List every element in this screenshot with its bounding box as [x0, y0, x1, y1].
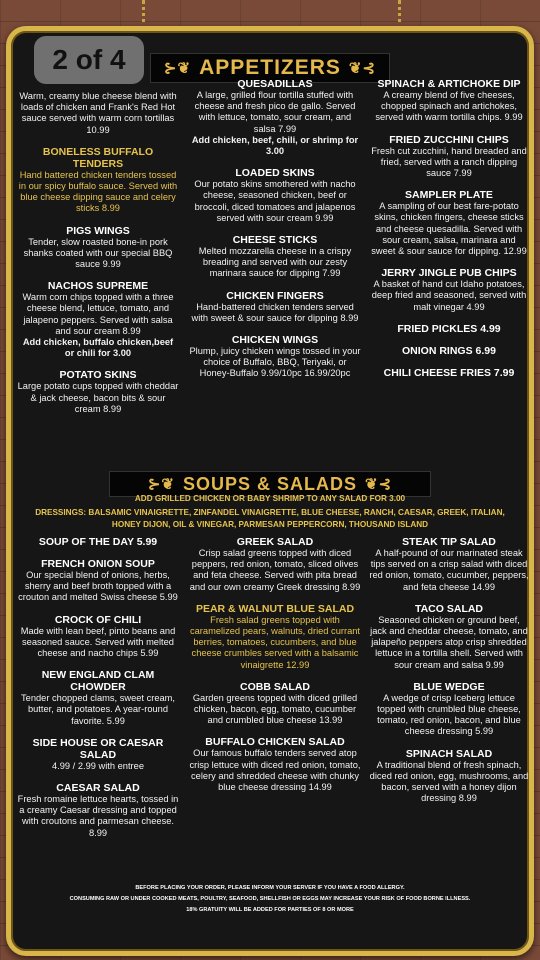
menu-item-description: Warm, creamy blue cheese blend with loads of chicken and Frank's Red Hot sauce served with warm corn tortillas 10.99 — [19, 91, 177, 135]
ornament-left-icon: ⊱❦ — [163, 60, 192, 77]
menu-item-description: A creamy blend of five cheeses, chopped spinach and artichokes, served with warm tortilla chips. 9.99 — [375, 90, 523, 123]
menu-item-name: BLUE WEDGE — [413, 680, 485, 693]
menu-item — [189, 334, 361, 380]
menu-item — [369, 78, 529, 124]
menu-item-description: A wedge of crisp Iceberg lettuce topped with crumbled blue cheese, tomato, red onion, bacon, and blue cheese dressing 5.99 — [377, 692, 521, 737]
ornament-right-icon: ❦⊰ — [365, 476, 393, 493]
menu-item — [369, 134, 529, 180]
menu-item — [17, 669, 179, 727]
menu-item-name: CAESAR SALAD — [56, 782, 140, 795]
menu-item-name: SOUP OF THE DAY 5.99 — [38, 536, 158, 548]
menu-item — [369, 345, 529, 357]
appetizers-column-3 — [369, 78, 529, 389]
menu-item-description: Hand-battered chicken tenders served with sweet & sour sauce for dipping 8.99 — [191, 301, 359, 323]
menu-item-name: QUESADILLAS — [237, 78, 313, 90]
menu-item-name: CROCK OF CHILI — [54, 613, 142, 626]
menu-item-description: Hand battered chicken tenders tossed in our spicy buffalo sauce. Served with blue cheese dipping sauce and celery sticks 8.99 — [18, 169, 178, 214]
menu-item — [369, 536, 529, 593]
menu-item-name: FRIED ZUCCHINI CHIPS — [389, 133, 509, 146]
menu-item-description: Our famous buffalo tenders served atop crisp lettuce with diced red onion, tomato, celery and shredded cheese with chunky blue cheese dressing 14.99 — [189, 748, 361, 793]
menu-item — [17, 91, 179, 136]
menu-item-name: POTATO SKINS — [59, 369, 137, 382]
soups-salads-title: SOUPS & SALADS — [182, 473, 358, 494]
menu-item-description: Made with lean beef, pinto beans and seasoned sauce. Served with melted cheese and nacho chips 5.99 — [20, 625, 176, 659]
menu-item — [17, 782, 179, 839]
menu-item-addon: Add chicken, beef, chili, or shrimp for 3.00 — [191, 134, 359, 157]
menu-item-name: COBB SALAD — [240, 680, 310, 693]
menu-item-name: CHICKEN WINGS — [231, 334, 319, 347]
menu-item-name: NEW ENGLAND CLAM CHOWDER — [41, 669, 155, 694]
menu-item — [189, 167, 361, 224]
menu-item-name: SAMPLER PLATE — [405, 189, 493, 202]
menu-item — [17, 146, 179, 215]
menu-item — [17, 225, 179, 271]
menu-item-name: PEAR & WALNUT BLUE SALAD — [195, 602, 355, 615]
menu-item-description: A large, grilled flour tortilla stuffed with cheese and fresh pico de gallo. Served with lettuce, tomato, sour cream, and salsa 7.99 — [194, 90, 356, 134]
menu-item-name: GREEK SALAD — [236, 536, 314, 548]
menu-footer — [31, 883, 509, 916]
menu-item-description: Large potato cups topped with cheddar & jack cheese, bacon bits & sour cream 8.99 — [17, 381, 179, 414]
menu-item-addon: Add chicken, buffalo chicken,beef or chili for 3.00 — [22, 337, 174, 359]
menu-item-name: NACHOS SUPREME — [47, 280, 149, 293]
menu-item-name: BUFFALO CHICKEN SALAD — [205, 736, 345, 749]
menu-item-description: Tender, slow roasted bone-in pork shanks coated with our special BBQ sauce 9.99 — [23, 236, 173, 270]
soups-column-3 — [369, 536, 529, 814]
menu-item — [17, 536, 179, 548]
menu-item — [369, 189, 529, 257]
menu-item-description: A sampling of our best fare-potato skins, chicken fingers, cheese sticks and cheese quesadilla. Served with sour cream, salsa, marinara and sweet & sour sauce for dipping. 12.99 — [371, 201, 527, 257]
appetizers-column-1 — [17, 91, 179, 425]
menu-item — [189, 290, 361, 324]
soups-column-1 — [17, 536, 179, 849]
menu-item-name: FRIED PICKLES 4.99 — [397, 322, 501, 335]
menu-item — [189, 736, 361, 793]
menu-item-name: CHEESE STICKS — [232, 234, 318, 247]
menu-item-description: Our potato skins smothered with nacho cheese, seasoned chicken, beef or broccoli, diced tomatoes and jalapenos served with sour cream 9.99 — [194, 179, 356, 223]
ornament-left-icon: ⊱❦ — [147, 476, 175, 493]
menu-item — [189, 603, 361, 671]
menu-item-name: SIDE HOUSE OR CAESAR SALAD — [32, 736, 164, 761]
menu-item-description: A basket of hand cut Idaho potatoes, deep fried and seasoned, served with malt vinegar 4.99 — [371, 279, 527, 312]
menu-item — [369, 323, 529, 335]
gratuity-notice: 18% GRATUITY WILL BE ADDED FOR PARTIES OF 8 OR MORE — [186, 907, 354, 913]
menu-item-name: FRENCH ONION SOUP — [41, 558, 155, 570]
menu-item — [369, 681, 529, 738]
menu-item — [17, 614, 179, 660]
menu-item-description: A half-pound of our marinated steak tips served on a crisp salad with diced red onion, tomato, cucumber, peppers, and feta cheese 14.99 — [369, 548, 529, 592]
menu-item-name: STEAK TIP SALAD — [402, 536, 496, 548]
menu-item-description: Seasoned chicken or ground beef, jack and cheddar cheese, tomato, and jalapeño peppers atop crisp shredded lettuce in a tortilla shell. Served with sour cream and salsa 9.99 — [370, 614, 528, 670]
menu-item-description: Tender chopped clams, sweet cream, butter, and potatoes. A year-round favorite. 5.99 — [21, 693, 175, 726]
ornament-right-icon: ❦⊰ — [348, 60, 377, 77]
menu-item-name: TACO SALAD — [414, 602, 484, 615]
menu-item — [17, 280, 179, 359]
menu-item-description: Plump, juicy chicken wings tossed in your choice of Buffalo, BBQ, Teriyaki, or Honey-Buffalo 9.99/10pc 16.99/20pc — [189, 346, 361, 379]
appetizers-column-2 — [189, 78, 361, 390]
menu-item — [369, 367, 529, 379]
menu-item — [369, 603, 529, 671]
menu-item-description: Fresh cut zucchini, hand breaded and fried, served with a ranch dipping sauce 7.99 — [371, 145, 527, 179]
menu-item-description: Melted mozzarella cheese in a crispy breading and served with our zesty marinara sauce for dipping 7.99 — [198, 246, 352, 279]
menu-item — [189, 78, 361, 157]
raw-food-warning: CONSUMING RAW OR UNDER COOKED MEATS, POULTRY, SEAFOOD, SHELLFISH OR EGGS MAY INCREASE YOUR RISK OF FOOD BORNE ILLNESS. — [69, 896, 471, 902]
menu-item — [17, 737, 179, 772]
menu-item-name: ONION RINGS 6.99 — [402, 344, 496, 357]
page-counter-badge[interactable]: 2 of 4 — [34, 36, 144, 84]
salad-notes — [21, 493, 519, 531]
menu-item-description: Fresh salad greens topped with caramelized pears, walnuts, dried currant berries, tomatoes, cucumbers, and blue cheese crumbles served with a balsamic vinaigrette 12.99 — [189, 614, 360, 670]
menu-item-name: LOADED SKINS — [235, 167, 315, 180]
menu-item-name: PIGS WINGS — [66, 224, 130, 237]
menu-item — [189, 536, 361, 593]
menu-item — [369, 267, 529, 313]
menu-item — [17, 369, 179, 415]
menu-item — [189, 681, 361, 727]
menu-item-name: SPINACH & ARTICHOKE DIP — [377, 78, 521, 90]
allergy-notice: BEFORE PLACING YOUR ORDER, PLEASE INFORM YOUR SERVER IF YOU HAVE A FOOD ALLERGY. — [135, 885, 405, 891]
menu-item-description: Our special blend of onions, herbs, sherry and beef broth topped with a crouton and melted Swiss cheese 5.99 — [18, 570, 178, 603]
menu-item-description: Crisp salad greens topped with diced peppers, red onion, tomato, sliced olives and feta cheese. Served with pita bread and our own creamy Greek dressing 8.99 — [189, 548, 361, 592]
menu-item — [17, 558, 179, 604]
menu-item-name: JERRY JINGLE PUB CHIPS — [381, 267, 517, 280]
menu-board — [6, 26, 534, 956]
menu-item-name: CHICKEN FINGERS — [226, 289, 324, 302]
menu-item-description: 4.99 / 2.99 with entree — [52, 760, 144, 771]
menu-item-name: SPINACH SALAD — [405, 747, 493, 760]
appetizers-title: APPETIZERS — [199, 56, 341, 79]
menu-item-description: Garden greens topped with diced grilled chicken, bacon, egg, tomato, cucumber and crumbled blue cheese 13.99 — [192, 692, 358, 726]
menu-item-description: Warm corn chips topped with a three cheese blend, lettuce, tomato, and jalapeno peppers. Served with salsa and sour cream 8.99 — [22, 292, 174, 336]
menu-item — [369, 748, 529, 805]
menu-item-name: BONELESS BUFFALO TENDERS — [42, 145, 154, 170]
menu-item — [189, 234, 361, 280]
menu-item-description: A traditional blend of fresh spinach, diced red onion, egg, mushrooms, and bacon, served with a honey dijon dressing 8.99 — [369, 759, 529, 804]
menu-item-name: CHILI CHEESE FRIES 7.99 — [383, 366, 515, 379]
soups-column-2 — [189, 536, 361, 803]
salad-addon-note: ADD GRILLED CHICKEN OR BABY SHRIMP TO ANY SALAD FOR 3.00 — [134, 494, 406, 503]
menu-item-description: Fresh romaine lettuce hearts, tossed in a creamy Caesar dressing and topped with croutons and parmesan cheese. 8.99 — [17, 794, 179, 838]
dressings-list: DRESSINGS: BALSAMIC VINAIGRETTE, ZINFANDEL VINAIGRETTE, BLUE CHEESE, RANCH, CAESAR, GREEK, ITALIAN, HONEY DIJON, OIL & VINEGAR, PARMESAN PEPPERCORN, THOUSAND ISLAND — [35, 508, 505, 529]
